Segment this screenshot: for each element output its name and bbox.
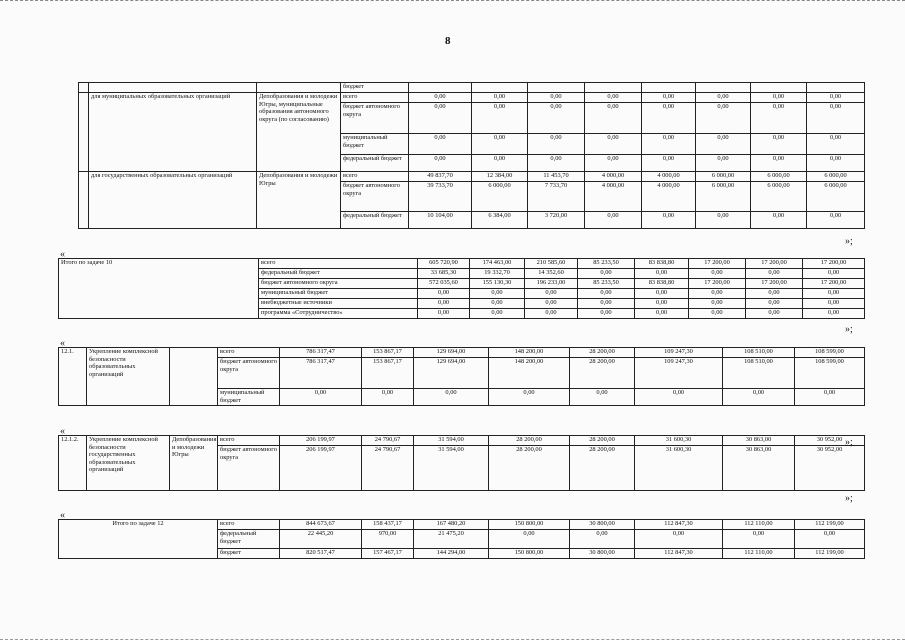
value-cell: 0,00 (635, 389, 723, 406)
value-cell: 150 800,00 (489, 549, 570, 559)
value-cell: 112 847,30 (635, 520, 723, 530)
value-cell: 0,00 (795, 389, 865, 406)
value-cell: 0,00 (570, 389, 635, 406)
value-cell: 0,00 (696, 93, 751, 103)
value-cell: 605 720,90 (418, 259, 470, 269)
table-row (79, 93, 865, 103)
value-cell: 4 000,00 (642, 182, 696, 212)
table2-body (59, 259, 865, 319)
value-cell: 0,00 (570, 530, 635, 549)
value-cell: 30 952,00 (795, 436, 865, 446)
value-cell: 19 332,70 (470, 269, 525, 279)
value-cell: 153 867,17 (362, 348, 414, 358)
table-row (59, 348, 865, 358)
blank-cell (696, 83, 751, 93)
value-cell: 17 200,00 (803, 259, 865, 269)
source-cell: бюджет (218, 549, 280, 559)
value-cell: 206 199,97 (280, 446, 362, 491)
value-cell: 6 000,00 (751, 172, 807, 182)
value-cell: 49 837,70 (409, 172, 472, 182)
value-cell: 0,00 (807, 212, 865, 229)
value-cell: 6 000,00 (751, 182, 807, 212)
value-cell: 0,00 (409, 93, 472, 103)
executor-cell: Депобразования и молодежи Югры (257, 172, 341, 229)
value-cell: 0,00 (409, 134, 472, 155)
value-cell: 206 199,97 (280, 436, 362, 446)
value-cell: 0,00 (795, 530, 865, 549)
value-cell: 0,00 (642, 93, 696, 103)
value-cell: 572 035,60 (418, 279, 470, 289)
blank-cell (472, 83, 528, 93)
value-cell: 30 800,00 (570, 520, 635, 530)
table-task-12-1 (58, 347, 865, 406)
value-cell: 112 110,00 (723, 520, 795, 530)
value-cell: 30 952,00 (795, 446, 865, 491)
value-cell: 24 790,67 (362, 436, 414, 446)
source-cell: бюджет автономного округа (218, 446, 280, 491)
value-cell: 0,00 (746, 299, 803, 309)
value-cell: 196 233,00 (525, 279, 578, 289)
value-cell: 0,00 (751, 134, 807, 155)
value-cell: 0,00 (635, 269, 689, 279)
blank-cell (79, 83, 89, 93)
total-label-cell: Итого по задаче 12 (59, 520, 218, 559)
value-cell: 0,00 (525, 299, 578, 309)
source-cell: всего (341, 172, 409, 182)
value-cell: 0,00 (470, 299, 525, 309)
value-cell: 0,00 (409, 155, 472, 172)
value-cell: 28 200,00 (570, 446, 635, 491)
value-cell: 108 510,00 (723, 348, 795, 358)
scan-edge-top (0, 0, 905, 5)
value-cell: 0,00 (528, 155, 585, 172)
value-cell: 0,00 (525, 289, 578, 299)
item-name-cell: Укрепление комплексной безопасности государственных образовательных организаций (87, 436, 170, 491)
value-cell: 24 790,67 (362, 446, 414, 491)
close-mark-3: »; (845, 437, 853, 448)
value-cell: 0,00 (418, 289, 470, 299)
value-cell: 174 463,00 (470, 259, 525, 269)
table-tasks-continued (78, 82, 865, 229)
table3-body (59, 348, 865, 406)
value-cell: 0,00 (578, 269, 635, 279)
source-cell: всего (218, 436, 280, 446)
source-cell: федеральный бюджет (341, 155, 409, 172)
value-cell: 30 863,00 (723, 436, 795, 446)
value-cell: 108 599,00 (795, 358, 865, 389)
value-cell: 21 475,20 (414, 530, 489, 549)
value-cell: 0,00 (689, 299, 746, 309)
value-cell: 0,00 (578, 299, 635, 309)
value-cell: 0,00 (472, 155, 528, 172)
value-cell: 0,00 (746, 269, 803, 279)
value-cell: 0,00 (746, 289, 803, 299)
value-cell: 0,00 (642, 155, 696, 172)
value-cell: 0,00 (489, 530, 570, 549)
source-cell: всего (259, 259, 418, 269)
value-cell: 17 200,00 (746, 259, 803, 269)
value-cell: 112 110,00 (723, 549, 795, 559)
table-row (59, 436, 865, 446)
open-quote-5: « (60, 510, 65, 521)
value-cell: 0,00 (472, 93, 528, 103)
value-cell: 22 445,20 (280, 530, 362, 549)
value-cell: 144 294,00 (414, 549, 489, 559)
source-cell: федеральный бюджет (259, 269, 418, 279)
value-cell: 83 838,80 (635, 259, 689, 269)
blank-cell (89, 83, 257, 93)
table-row (59, 520, 865, 530)
value-cell: 83 838,80 (635, 279, 689, 289)
executor-cell: Депобразования и молодежи Югры, муниципальные образования автономного округа (по согласованию) (257, 93, 341, 172)
total-label-cell: Итого по задаче 10 (59, 259, 259, 319)
value-cell: 28 200,00 (489, 446, 570, 491)
value-cell: 0,00 (723, 389, 795, 406)
value-cell: 0,00 (414, 389, 489, 406)
value-cell: 0,00 (525, 309, 578, 319)
value-cell: 786 317,47 (280, 358, 362, 389)
table-task-10-total (58, 258, 865, 319)
executor-cell: Депобразования и молодежи Югры (170, 436, 218, 491)
value-cell: 0,00 (528, 134, 585, 155)
value-cell: 158 437,17 (362, 520, 414, 530)
value-cell: 150 800,00 (489, 520, 570, 530)
value-cell: 0,00 (689, 309, 746, 319)
value-cell: 0,00 (803, 289, 865, 299)
value-cell: 6 000,00 (472, 182, 528, 212)
value-cell: 129 694,00 (414, 348, 489, 358)
value-cell: 31 594,00 (414, 436, 489, 446)
blank-cell (409, 83, 472, 93)
value-cell: 17 200,00 (689, 259, 746, 269)
value-cell: 0,00 (746, 309, 803, 319)
source-cell: всего (218, 520, 280, 530)
value-cell: 14 352,60 (525, 269, 578, 279)
value-cell: 33 685,30 (418, 269, 470, 279)
table-row (59, 259, 865, 269)
value-cell: 0,00 (635, 309, 689, 319)
item-name-cell: Укрепление комплексной безопасности образовательных организаций (87, 348, 170, 406)
value-cell: 0,00 (751, 212, 807, 229)
value-cell: 0,00 (696, 134, 751, 155)
value-cell: 6 000,00 (696, 172, 751, 182)
value-cell: 108 510,00 (723, 358, 795, 389)
blank-cell (257, 83, 341, 93)
source-cell: муниципальный бюджет (341, 134, 409, 155)
value-cell: 112 847,30 (635, 549, 723, 559)
value-cell: 0,00 (585, 103, 642, 134)
value-cell: 0,00 (489, 389, 570, 406)
close-mark-1: »; (845, 236, 853, 247)
scan-edge-bottom (0, 634, 905, 640)
value-cell: 157 467,17 (362, 549, 414, 559)
value-cell: 17 200,00 (689, 279, 746, 289)
source-cell: внебюджетные источники (259, 299, 418, 309)
value-cell: 0,00 (585, 155, 642, 172)
value-cell: 31 594,00 (414, 446, 489, 491)
item-number-cell: 12.1. (59, 348, 87, 406)
source-cell: бюджет автономного округа (341, 182, 409, 212)
value-cell: 0,00 (751, 93, 807, 103)
value-cell: 28 200,00 (570, 358, 635, 389)
value-cell: 28 200,00 (570, 348, 635, 358)
value-cell: 0,00 (409, 103, 472, 134)
value-cell: 0,00 (696, 212, 751, 229)
value-cell: 30 863,00 (723, 446, 795, 491)
value-cell: 31 600,30 (635, 446, 723, 491)
value-cell: 12 384,00 (472, 172, 528, 182)
executor-cell (170, 348, 218, 406)
value-cell: 210 585,60 (525, 259, 578, 269)
value-cell: 0,00 (470, 289, 525, 299)
value-cell: 0,00 (807, 134, 865, 155)
source-cell: федеральный бюджет (218, 530, 280, 549)
value-cell: 4 000,00 (585, 182, 642, 212)
table1-body (79, 83, 865, 229)
blank-cell (807, 83, 865, 93)
value-cell: 0,00 (751, 103, 807, 134)
value-cell: 0,00 (362, 389, 414, 406)
close-mark-4: »; (845, 493, 853, 504)
open-quote-2: « (60, 249, 65, 260)
source-cell: бюджет автономного округа (259, 279, 418, 289)
source-cell: бюджет автономного округа (218, 358, 280, 389)
value-cell: 148 200,00 (489, 348, 570, 358)
value-cell: 844 673,67 (280, 520, 362, 530)
value-cell: 0,00 (585, 93, 642, 103)
value-cell: 0,00 (689, 269, 746, 279)
value-cell: 0,00 (472, 134, 528, 155)
value-cell: 28 200,00 (570, 436, 635, 446)
page-number: 8 (445, 35, 451, 47)
blank-cell (585, 83, 642, 93)
item-number-cell: 12.1.2. (59, 436, 87, 491)
value-cell: 28 200,00 (489, 436, 570, 446)
source-cell: бюджет (341, 83, 409, 93)
value-cell: 17 200,00 (746, 279, 803, 289)
value-cell: 786 317,47 (280, 348, 362, 358)
blank-cell (528, 83, 585, 93)
value-cell: 0,00 (807, 93, 865, 103)
value-cell: 3 720,00 (528, 212, 585, 229)
value-cell: 0,00 (723, 530, 795, 549)
value-cell: 112 199,00 (795, 520, 865, 530)
table-task-12-1-2 (58, 435, 865, 491)
source-cell: всего (218, 348, 280, 358)
value-cell: 0,00 (803, 269, 865, 279)
source-cell: программа «Сотрудничество» (259, 309, 418, 319)
source-cell: муниципальный бюджет (259, 289, 418, 299)
value-cell: 0,00 (751, 155, 807, 172)
value-cell: 31 600,30 (635, 436, 723, 446)
value-cell: 0,00 (803, 299, 865, 309)
table-task-12-total (58, 519, 865, 559)
close-mark-2: »; (845, 324, 853, 335)
table5-body (59, 520, 865, 559)
value-cell: 0,00 (470, 309, 525, 319)
measure-label-cell: для государственных образовательных организаций (89, 172, 257, 229)
value-cell: 0,00 (635, 289, 689, 299)
value-cell: 4 000,00 (585, 172, 642, 182)
table-row (79, 83, 865, 93)
value-cell: 11 453,70 (528, 172, 585, 182)
value-cell: 0,00 (807, 103, 865, 134)
measure-label-cell: для муниципальных образовательных организаций (89, 93, 257, 172)
value-cell: 167 480,20 (414, 520, 489, 530)
value-cell: 108 599,00 (795, 348, 865, 358)
value-cell: 10 104,00 (409, 212, 472, 229)
source-cell: бюджет автономного округа (341, 103, 409, 134)
source-cell: всего (341, 93, 409, 103)
value-cell: 4 000,00 (642, 172, 696, 182)
value-cell: 0,00 (642, 134, 696, 155)
value-cell: 0,00 (418, 299, 470, 309)
value-cell: 0,00 (689, 289, 746, 299)
open-quote-3: « (60, 338, 65, 349)
value-cell: 0,00 (642, 212, 696, 229)
value-cell: 970,00 (362, 530, 414, 549)
value-cell: 0,00 (642, 103, 696, 134)
source-cell: федеральный бюджет (341, 212, 409, 229)
value-cell: 148 200,00 (489, 358, 570, 389)
value-cell: 0,00 (585, 134, 642, 155)
value-cell: 0,00 (803, 309, 865, 319)
value-cell: 0,00 (280, 389, 362, 406)
table4-body (59, 436, 865, 491)
value-cell: 0,00 (472, 103, 528, 134)
value-cell: 0,00 (585, 212, 642, 229)
blank-cell (751, 83, 807, 93)
value-cell: 85 233,50 (578, 279, 635, 289)
value-cell: 0,00 (635, 530, 723, 549)
value-cell: 39 733,70 (409, 182, 472, 212)
value-cell: 0,00 (807, 155, 865, 172)
blank-cell (79, 172, 89, 229)
source-cell: муниципальный бюджет (218, 389, 280, 406)
value-cell: 85 233,50 (578, 259, 635, 269)
value-cell: 0,00 (528, 93, 585, 103)
value-cell: 155 130,30 (470, 279, 525, 289)
value-cell: 0,00 (578, 289, 635, 299)
value-cell: 6 000,00 (807, 182, 865, 212)
table-row (79, 172, 865, 182)
value-cell: 109 247,30 (635, 348, 723, 358)
value-cell: 0,00 (696, 155, 751, 172)
open-quote-4: « (60, 426, 65, 437)
value-cell: 6 000,00 (807, 172, 865, 182)
value-cell: 6 384,00 (472, 212, 528, 229)
value-cell: 0,00 (696, 103, 751, 134)
value-cell: 7 733,70 (528, 182, 585, 212)
value-cell: 0,00 (418, 309, 470, 319)
blank-cell (79, 93, 89, 172)
value-cell: 112 199,00 (795, 549, 865, 559)
value-cell: 153 867,17 (362, 358, 414, 389)
value-cell: 0,00 (635, 299, 689, 309)
blank-cell (642, 83, 696, 93)
value-cell: 0,00 (528, 103, 585, 134)
value-cell: 30 800,00 (570, 549, 635, 559)
value-cell: 109 247,30 (635, 358, 723, 389)
value-cell: 17 200,00 (803, 279, 865, 289)
value-cell: 0,00 (578, 309, 635, 319)
value-cell: 6 000,00 (696, 182, 751, 212)
value-cell: 129 694,00 (414, 358, 489, 389)
value-cell: 820 517,47 (280, 549, 362, 559)
